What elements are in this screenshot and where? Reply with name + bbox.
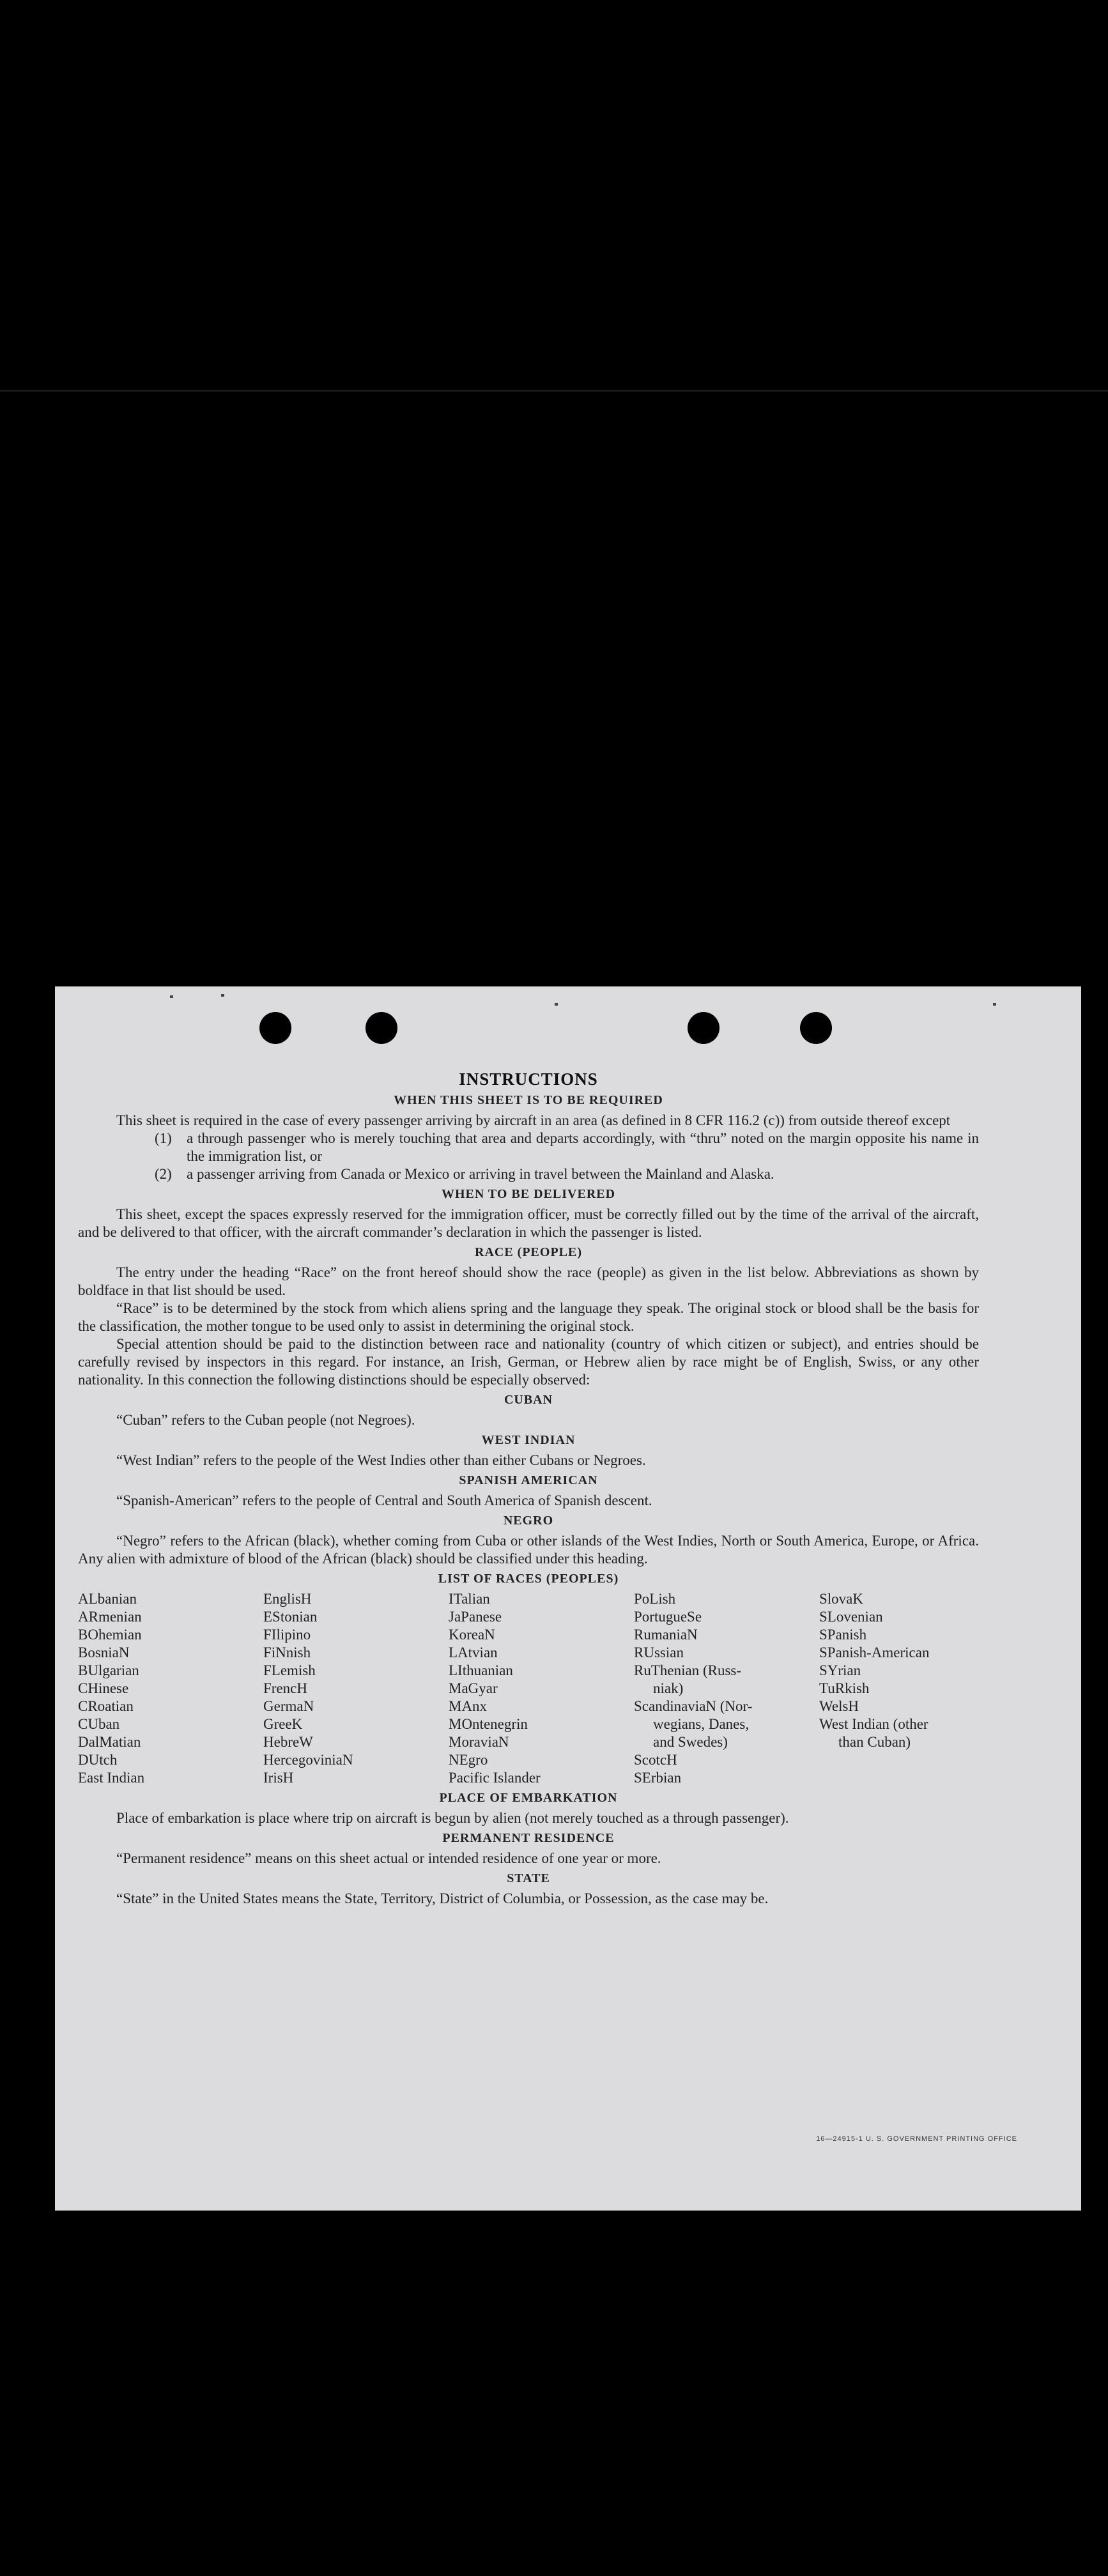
- race-entry: PortugueSe: [634, 1609, 702, 1625]
- residence-text: “Permanent residence” means on this sheet actual or intended residence of one year or more.: [116, 1850, 661, 1866]
- embarkation-text: Place of embarkation is place where trip on aircraft is begun by alien (not merely touched as a through passenger).: [116, 1810, 789, 1826]
- race-entry: CRoatian: [78, 1698, 134, 1714]
- race-entry: ALbanian: [78, 1591, 137, 1607]
- section-heading-cuban: CUBAN: [504, 1393, 553, 1407]
- race-entry: BUlgarian: [78, 1662, 139, 1678]
- race-entry: DalMatian: [78, 1734, 141, 1750]
- punch-hole: [259, 1012, 291, 1044]
- races-column: [78, 1590, 263, 1787]
- race-entry: CHinese: [78, 1680, 129, 1696]
- exception-item: [78, 1130, 979, 1165]
- punch-hole: [688, 1012, 719, 1044]
- race-entry: ITalian: [449, 1591, 490, 1607]
- scan-speck: [555, 1003, 558, 1006]
- race-entry: than Cuban): [838, 1734, 911, 1750]
- scan-speck: [221, 994, 224, 997]
- race-entry: MoraviaN: [449, 1734, 509, 1750]
- race-entry: BosniaN: [78, 1644, 130, 1660]
- race-entry: SYrian: [819, 1662, 861, 1678]
- race-entry: SPanish: [819, 1627, 867, 1643]
- race-entry: ScandinaviaN (Nor-: [634, 1698, 753, 1714]
- race-entry: NEgro: [449, 1752, 488, 1768]
- exception-number: (2): [155, 1166, 172, 1182]
- races-column: [263, 1590, 449, 1787]
- race-entry: and Swedes): [653, 1734, 728, 1750]
- race-entry: GermaN: [263, 1698, 314, 1714]
- section-heading-west-indian: WEST INDIAN: [481, 1433, 576, 1447]
- race-entry: PoLish: [634, 1591, 676, 1607]
- race-entry: Pacific Islander: [449, 1770, 541, 1786]
- race-entry: SLovenian: [819, 1609, 883, 1625]
- printer-code: 16—24915-1 U. S. GOVERNMENT PRINTING OFFICE: [816, 2135, 1017, 2143]
- race-entry: FLemish: [263, 1662, 316, 1678]
- race-entry: East Indian: [78, 1770, 145, 1786]
- race-entry: EnglisH: [263, 1591, 312, 1607]
- race-entry: KoreaN: [449, 1627, 495, 1643]
- race-entry: MOntenegrin: [449, 1716, 528, 1732]
- negro-text: “Negro” refers to the African (black), whether coming from Cuba or other islands of the West Indies, North or South America, Europe, or Africa. Any alien with admixture of blood of the African (black) should be classified under this heading.: [78, 1533, 979, 1567]
- race-entry: WelsH: [819, 1698, 859, 1714]
- races-column: [634, 1590, 819, 1787]
- exception-text: a through passenger who is merely touching that area and departs accordingly, with “thru” noted on the margin opposite his name in the immigration list, or: [187, 1130, 979, 1164]
- exception-text: a passenger arriving from Canada or Mexico or arriving in travel between the Mainland and Alaska.: [187, 1166, 774, 1182]
- races-list: [78, 1590, 979, 1787]
- instruction-sheet: [55, 986, 1081, 2211]
- race-entry: GreeK: [263, 1716, 303, 1732]
- state-text: “State” in the United States means the State, Territory, District of Columbia, or Possession, as the case may be.: [116, 1890, 769, 1906]
- section-heading-races: LIST OF RACES (PEOPLES): [438, 1572, 619, 1586]
- race-entry: West Indian (other: [819, 1716, 928, 1732]
- west-indian-text: “West Indian” refers to the people of the West Indies other than either Cubans or Negroes.: [116, 1452, 646, 1468]
- race-entry: SErbian: [634, 1770, 682, 1786]
- race-entry: SPanish-American: [819, 1644, 930, 1660]
- section-heading-residence: PERMANENT RESIDENCE: [442, 1831, 615, 1845]
- race-entry: LAtvian: [449, 1644, 498, 1660]
- required-text-body: This sheet is required in the case of every passenger arriving by aircraft in an area (as defined in 8 CFR 116.2 (c)) from outside thereof except: [116, 1112, 951, 1128]
- punch-hole: [800, 1012, 832, 1044]
- race-entry: RUssian: [634, 1644, 684, 1660]
- race-entry: FIlipino: [263, 1627, 311, 1643]
- section-heading-embarkation: PLACE OF EMBARKATION: [439, 1791, 618, 1805]
- races-column: [819, 1590, 979, 1787]
- section-heading-required: WHEN THIS SHEET IS TO BE REQUIRED: [394, 1093, 663, 1107]
- section-heading-delivered: WHEN TO BE DELIVERED: [441, 1187, 616, 1201]
- race-entry: FiNnish: [263, 1644, 311, 1660]
- exception-item: [78, 1165, 979, 1183]
- page-title: INSTRUCTIONS: [459, 1070, 598, 1089]
- race-paragraph: The entry under the heading “Race” on the front hereof should show the race (people) as given in the list below. Abbreviations as shown by boldface in that list should be used.: [78, 1264, 979, 1298]
- race-entry: RumaniaN: [634, 1627, 698, 1643]
- race-entry: niak): [653, 1680, 684, 1696]
- section-heading-state: STATE: [507, 1871, 550, 1885]
- cuban-text: “Cuban” refers to the Cuban people (not Negroes).: [116, 1412, 415, 1428]
- race-entry: EStonian: [263, 1609, 318, 1625]
- race-entry: RuThenian (Russ-: [634, 1662, 742, 1678]
- punch-hole: [365, 1012, 397, 1044]
- race-entry: CUban: [78, 1716, 120, 1732]
- races-column: [449, 1590, 634, 1787]
- scan-artifact-line: [0, 390, 1108, 392]
- spanish-american-text: “Spanish-American” refers to the people of Central and South America of Spanish descent.: [116, 1492, 652, 1508]
- race-entry: ARmenian: [78, 1609, 142, 1625]
- race-entry: JaPanese: [449, 1609, 502, 1625]
- delivered-text: This sheet, except the spaces expressly reserved for the immigration officer, must be correctly filled out by the time of the arrival of the aircraft, and be delivered to that officer, with the aircraft commander’s declaration in which the passenger is listed.: [78, 1206, 979, 1240]
- race-entry: TuRkish: [819, 1680, 870, 1696]
- scan-speck: [993, 1003, 996, 1006]
- race-entry: BOhemian: [78, 1627, 142, 1643]
- race-paragraph: “Race” is to be determined by the stock from which aliens spring and the language they speak. The original stock or blood shall be the basis for the classification, the mother tongue to be used only to assist in determining the original stock.: [78, 1300, 979, 1334]
- race-entry: IrisH: [263, 1770, 294, 1786]
- race-entry: HebreW: [263, 1734, 313, 1750]
- section-heading-race: RACE (PEOPLE): [475, 1245, 582, 1259]
- race-entry: ScotcH: [634, 1752, 677, 1768]
- race-entry: MaGyar: [449, 1680, 498, 1696]
- race-entry: MAnx: [449, 1698, 488, 1714]
- race-entry: DUtch: [78, 1752, 118, 1768]
- section-heading-spanish-american: SPANISH AMERICAN: [459, 1473, 598, 1487]
- race-entry: wegians, Danes,: [653, 1716, 750, 1732]
- race-entry: HercegoviniaN: [263, 1752, 353, 1768]
- race-entry: FrencH: [263, 1680, 307, 1696]
- race-entry: LIthuanian: [449, 1662, 513, 1678]
- race-paragraph: Special attention should be paid to the distinction between race and nationality (country of which citizen or subject), and entries should be carefully revised by inspectors in this regard. For instance, an Irish, German, or Hebrew alien by race might be of English, Swiss, or any other nationality. In this connection the following distinctions should be especially observed:: [78, 1336, 979, 1388]
- exception-number: (1): [155, 1130, 172, 1146]
- sheet-content: [78, 1070, 979, 1908]
- section-heading-negro: NEGRO: [503, 1514, 554, 1528]
- scan-speck: [170, 995, 173, 998]
- required-text: [78, 1112, 979, 1130]
- race-entry: SlovaK: [819, 1591, 863, 1607]
